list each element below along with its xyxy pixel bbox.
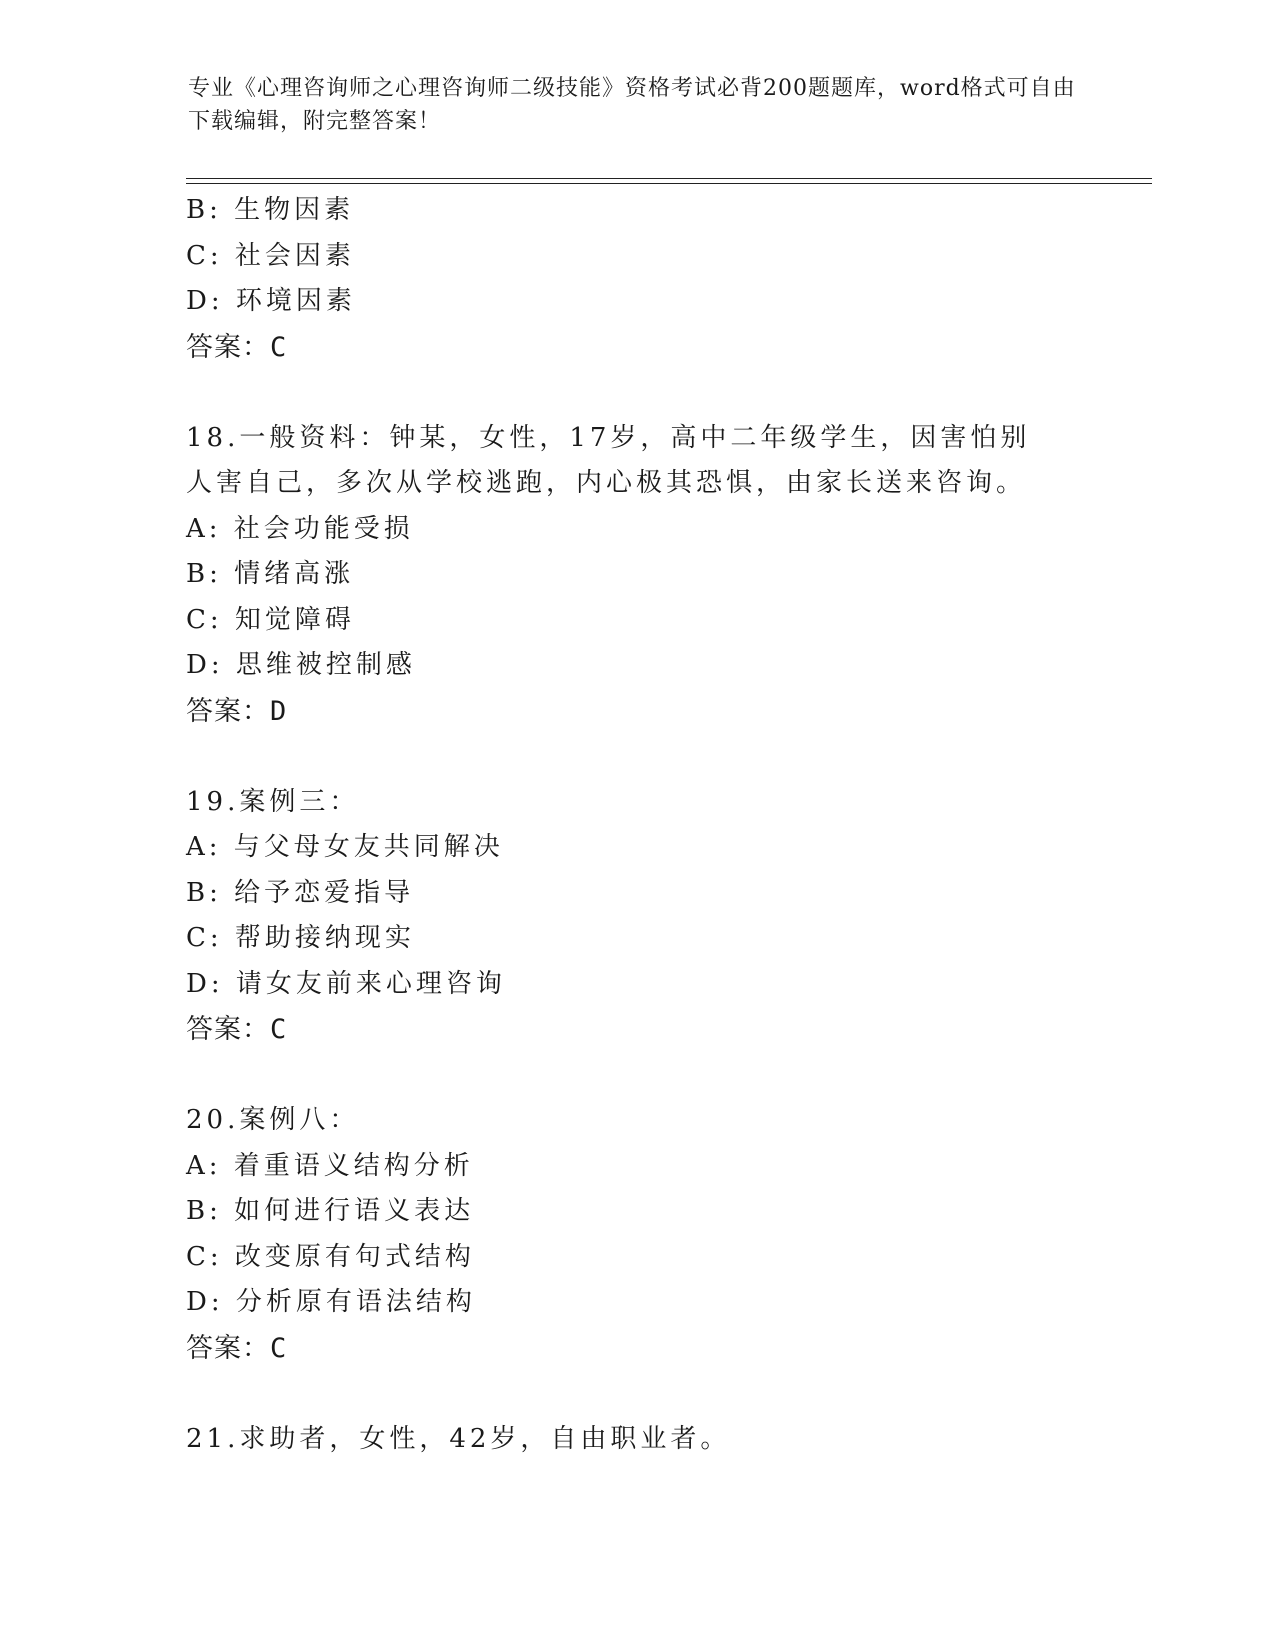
answer-line: 答案：C — [186, 1332, 288, 1364]
option-d: D: 环境因素 — [186, 286, 356, 316]
option-b: B: 如何进行语义表达 — [186, 1196, 475, 1226]
question-stem: 18.一般资料：钟某，女性，17岁，高中二年级学生，因害怕别人害自己，多次从学校逃跑，内心极其恐惧，由家长送来咨询。 — [186, 422, 1031, 498]
answer-line: 答案：C — [186, 1014, 288, 1045]
question-21 — [186, 1417, 1146, 1463]
question-19 — [186, 780, 1146, 1053]
question-stem: 21.求助者，女性，42岁，自由职业者。 — [186, 1423, 731, 1454]
option-b: B: 情绪高涨 — [186, 559, 355, 589]
question-stem: 19.案例三： — [186, 786, 360, 817]
option-d: D: 分析原有语法结构 — [186, 1287, 476, 1317]
option-b: B: 生物因素 — [186, 195, 355, 225]
option-c: C: 社会因素 — [186, 240, 355, 271]
option-a: A: 社会功能受损 — [186, 513, 414, 544]
header-rule-top — [186, 178, 1152, 179]
answer-line: 答案：C — [186, 331, 288, 363]
answer-line: 答案：D — [186, 695, 288, 727]
option-a: A: 着重语义结构分析 — [186, 1150, 474, 1181]
header-rule-bottom — [186, 183, 1152, 184]
option-a: A: 与父母女友共同解决 — [186, 832, 504, 862]
question-18 — [186, 416, 1056, 735]
option-d: D: 思维被控制感 — [186, 650, 416, 680]
document-header: 专业《心理咨询师之心理咨询师二级技能》资格考试必背200题题库，word格式可自由下载编辑，附完整答案！ — [188, 76, 1076, 134]
continued-question — [186, 188, 1146, 370]
option-c: C: 改变原有句式结构 — [186, 1241, 475, 1272]
question-stem: 20.案例八： — [186, 1105, 360, 1135]
option-c: C: 帮助接纳现实 — [186, 923, 415, 953]
question-list — [186, 188, 1146, 1462]
question-20 — [186, 1098, 1146, 1371]
option-b: B: 给予恋爱指导 — [186, 877, 415, 908]
option-d: D: 请女友前来心理咨询 — [186, 968, 506, 999]
option-c: C: 知觉障碍 — [186, 604, 355, 635]
